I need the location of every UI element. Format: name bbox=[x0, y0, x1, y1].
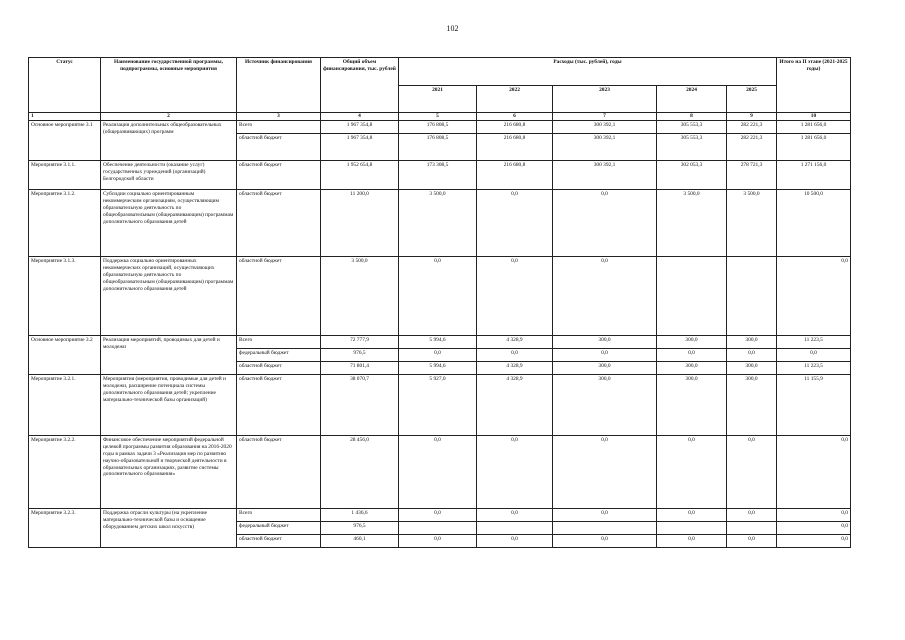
row-2022: 4 328,9 bbox=[477, 361, 553, 374]
year-2023: 2023 bbox=[553, 86, 657, 113]
row-source: областной бюджет bbox=[237, 256, 321, 335]
row-source: областной бюджет bbox=[237, 534, 321, 547]
row-2022: 0,0 bbox=[477, 189, 553, 256]
row-itogo: 0,0 bbox=[777, 534, 851, 547]
row-status: Мероприятие 3.1.1. bbox=[29, 160, 101, 189]
row-2023: 300,0 bbox=[553, 335, 657, 348]
header-row bbox=[29, 58, 851, 86]
row-total: 11 200,0 bbox=[321, 189, 399, 256]
row-2022: 216 680,8 bbox=[477, 160, 553, 189]
row-2021: 5 994,6 bbox=[399, 361, 477, 374]
row-2023: 300 392,1 bbox=[553, 160, 657, 189]
row-status: Мероприятие 3.2.1. bbox=[29, 374, 101, 435]
row-2024: 0,0 bbox=[657, 348, 727, 361]
table-row bbox=[29, 435, 851, 508]
table-row bbox=[29, 374, 851, 435]
row-status: Основное мероприятие 3.2 bbox=[29, 335, 101, 374]
row-source: областной бюджет bbox=[237, 374, 321, 435]
budget-table bbox=[28, 57, 851, 548]
row-2021: 0,0 bbox=[399, 534, 477, 547]
row-status: Мероприятие 3.2.2. bbox=[29, 435, 101, 508]
row-2025: 0,0 bbox=[727, 435, 777, 508]
row-2023: 0,0 bbox=[553, 256, 657, 335]
row-2025: 300,0 bbox=[727, 335, 777, 348]
row-2021: 3 500,0 bbox=[399, 189, 477, 256]
row-2021: 0,0 bbox=[399, 348, 477, 361]
row-total: 71 801,4 bbox=[321, 361, 399, 374]
row-2023 bbox=[553, 521, 657, 534]
row-2025: 0,0 bbox=[727, 534, 777, 547]
row-2022: 0,0 bbox=[477, 508, 553, 521]
row-total: 1 436,6 bbox=[321, 508, 399, 521]
row-2023: 300 392,1 bbox=[553, 120, 657, 133]
row-2023: 0,0 bbox=[553, 435, 657, 508]
row-2025 bbox=[727, 256, 777, 335]
row-itogo: 1 271 156,0 bbox=[777, 160, 851, 189]
row-2022: 0,0 bbox=[477, 435, 553, 508]
year-2022: 2022 bbox=[477, 86, 553, 113]
row-name: Обеспечение деятельности (оказание услуг) государственных учреждений (организаций) Белгородской области bbox=[101, 160, 237, 189]
row-2022: 216 680,8 bbox=[477, 120, 553, 133]
row-2021: 0,0 bbox=[399, 508, 477, 521]
row-2021: 176 808,5 bbox=[399, 133, 477, 160]
col-num: 5 bbox=[399, 113, 477, 121]
table-row bbox=[29, 189, 851, 256]
row-2022: 4 328,9 bbox=[477, 335, 553, 348]
header-total: Общий объем финансирования, тыс. рублей bbox=[321, 58, 399, 113]
year-2024: 2024 bbox=[657, 86, 727, 113]
row-itogo: 0,0 bbox=[777, 435, 851, 508]
row-2021: 5 927,0 bbox=[399, 374, 477, 435]
col-num: 6 bbox=[477, 113, 553, 121]
row-2025: 278 721,3 bbox=[727, 160, 777, 189]
row-source: федеральный бюджет bbox=[237, 348, 321, 361]
row-itogo: 0,0 bbox=[777, 508, 851, 521]
row-2023: 300,0 bbox=[553, 374, 657, 435]
row-total: 72 777,9 bbox=[321, 335, 399, 348]
row-status: Мероприятие 3.2.3. bbox=[29, 508, 101, 547]
row-2024: 300,0 bbox=[657, 335, 727, 348]
row-name: Поддержка социально ориентированных некоммерческих организаций, осуществляющих образовательную деятельность по общеобразовательным (общеразвивающим) программам дополнительного образования детей bbox=[101, 256, 237, 335]
row-2024: 305 553,3 bbox=[657, 120, 727, 133]
row-2024: 300,0 bbox=[657, 361, 727, 374]
row-2025: 282 221,3 bbox=[727, 120, 777, 133]
header-itogo: Итого на II этапе (2021-2025 годы) bbox=[777, 58, 851, 113]
row-itogo: 1 281 656,0 bbox=[777, 120, 851, 133]
row-2021: 173 308,5 bbox=[399, 160, 477, 189]
col-num: 10 bbox=[777, 113, 851, 121]
col-num: 2 bbox=[101, 113, 237, 121]
row-2023: 0,0 bbox=[553, 508, 657, 521]
row-2022: 216 680,8 bbox=[477, 133, 553, 160]
row-2022 bbox=[477, 521, 553, 534]
row-total: 976,5 bbox=[321, 521, 399, 534]
table-row bbox=[29, 160, 851, 189]
row-name: Финансовое обеспечение мероприятий федеральной целевой программы развития образования на 2016-2020 годы в рамках задачи 3 «Реализация мер по развитию научно-образовательной и творческой деятельности в образовательных организациях, развитие системы дополнительного образования» bbox=[101, 435, 237, 508]
header-status: Статус bbox=[29, 58, 101, 113]
row-itogo: 1 281 656,0 bbox=[777, 133, 851, 160]
row-itogo: 10 500,0 bbox=[777, 189, 851, 256]
row-source: областной бюджет bbox=[237, 189, 321, 256]
row-2025: 0,0 bbox=[727, 508, 777, 521]
row-status: Мероприятие 3.1.2. bbox=[29, 189, 101, 256]
row-2025: 0,0 bbox=[727, 348, 777, 361]
row-2024: 3 500,0 bbox=[657, 189, 727, 256]
row-status: Мероприятие 3.1.3. bbox=[29, 256, 101, 335]
table-row bbox=[29, 508, 851, 521]
row-itogo: 11 223,5 bbox=[777, 361, 851, 374]
page-number: 102 bbox=[446, 24, 459, 33]
row-total: 38 070,7 bbox=[321, 374, 399, 435]
row-total: 1 967 354,8 bbox=[321, 120, 399, 133]
column-number-row bbox=[29, 113, 851, 121]
row-total: 1 952 654,8 bbox=[321, 160, 399, 189]
year-2025: 2025 bbox=[727, 86, 777, 113]
row-2024: 300,0 bbox=[657, 374, 727, 435]
row-2021: 0,0 bbox=[399, 435, 477, 508]
row-2023: 300,0 bbox=[553, 361, 657, 374]
row-2024: 0,0 bbox=[657, 435, 727, 508]
row-itogo: 0,0 bbox=[777, 348, 851, 361]
year-2021: 2021 bbox=[399, 86, 477, 113]
row-2024: 0,0 bbox=[657, 534, 727, 547]
row-2023: 0,0 bbox=[553, 348, 657, 361]
row-2024 bbox=[657, 256, 727, 335]
row-total: 460,1 bbox=[321, 534, 399, 547]
row-status: Основное мероприятие 3.1 bbox=[29, 120, 101, 160]
row-name: Поддержка отрасли культуры (на укрепление материально-технической базы и оснащение оборудованием детских школ искусств) bbox=[101, 508, 237, 547]
row-source: Всего bbox=[237, 120, 321, 133]
row-itogo: 11 223,5 bbox=[777, 335, 851, 348]
table-row bbox=[29, 335, 851, 348]
row-source: Всего bbox=[237, 508, 321, 521]
row-2024: 302 053,3 bbox=[657, 160, 727, 189]
row-2023: 0,0 bbox=[553, 534, 657, 547]
row-name: Реализация дополнительных общеобразовательных (общеразвивающих) программ bbox=[101, 120, 237, 160]
header-source: Источник финансирования bbox=[237, 58, 321, 113]
row-2025: 300,0 bbox=[727, 374, 777, 435]
row-total: 28 456,0 bbox=[321, 435, 399, 508]
row-2021 bbox=[399, 521, 477, 534]
row-2022: 0,0 bbox=[477, 256, 553, 335]
row-itogo: 0,0 bbox=[777, 256, 851, 335]
row-2022: 0,0 bbox=[477, 534, 553, 547]
row-total: 3 500,0 bbox=[321, 256, 399, 335]
row-source: областной бюджет bbox=[237, 435, 321, 508]
row-name: Субсидии социально ориентированным некоммерческим организациям, осуществляющим образовательную деятельность по общеобразовательным (общеразвивающим) программам дополнительного образования детей bbox=[101, 189, 237, 256]
row-2024: 305 553,3 bbox=[657, 133, 727, 160]
row-2025: 300,0 bbox=[727, 361, 777, 374]
row-2021: 176 808,5 bbox=[399, 120, 477, 133]
row-source: областной бюджет bbox=[237, 361, 321, 374]
row-2023: 300 392,1 bbox=[553, 133, 657, 160]
row-source: областной бюджет bbox=[237, 160, 321, 189]
col-num: 8 bbox=[657, 113, 727, 121]
row-2025: 3 500,0 bbox=[727, 189, 777, 256]
row-source: Всего bbox=[237, 335, 321, 348]
col-num: 9 bbox=[727, 113, 777, 121]
table-row bbox=[29, 256, 851, 335]
row-2021: 0,0 bbox=[399, 256, 477, 335]
header-expenses: Расходы (тыс. рублей), годы bbox=[399, 58, 777, 86]
row-total: 976,5 bbox=[321, 348, 399, 361]
table-row bbox=[29, 120, 851, 133]
row-2025 bbox=[727, 521, 777, 534]
row-2024 bbox=[657, 521, 727, 534]
row-itogo: 11 155,9 bbox=[777, 374, 851, 435]
col-num: 4 bbox=[321, 113, 399, 121]
row-2021: 5 994,6 bbox=[399, 335, 477, 348]
row-name: Реализация мероприятий, проводимых для детей и молодежи bbox=[101, 335, 237, 374]
row-2025: 282 221,3 bbox=[727, 133, 777, 160]
col-num: 1 bbox=[29, 113, 101, 121]
row-total: 1 967 354,8 bbox=[321, 133, 399, 160]
col-num: 3 bbox=[237, 113, 321, 121]
row-2022: 4 328,9 bbox=[477, 374, 553, 435]
row-2022: 0,0 bbox=[477, 348, 553, 361]
row-source: областной бюджет bbox=[237, 133, 321, 160]
col-num: 7 bbox=[553, 113, 657, 121]
row-itogo: 0,0 bbox=[777, 521, 851, 534]
header-name: Наименование государственной программы, подпрограммы, основные мероприятия bbox=[101, 58, 237, 113]
row-name: Мероприятия (мероприятия, проводимые для детей и молодежи, расширение потенциала системы дополнительного образования детей; укрепление материально-технической базы организаций) bbox=[101, 374, 237, 435]
row-source: федеральный бюджет bbox=[237, 521, 321, 534]
row-2023: 0,0 bbox=[553, 189, 657, 256]
row-2024: 0,0 bbox=[657, 508, 727, 521]
